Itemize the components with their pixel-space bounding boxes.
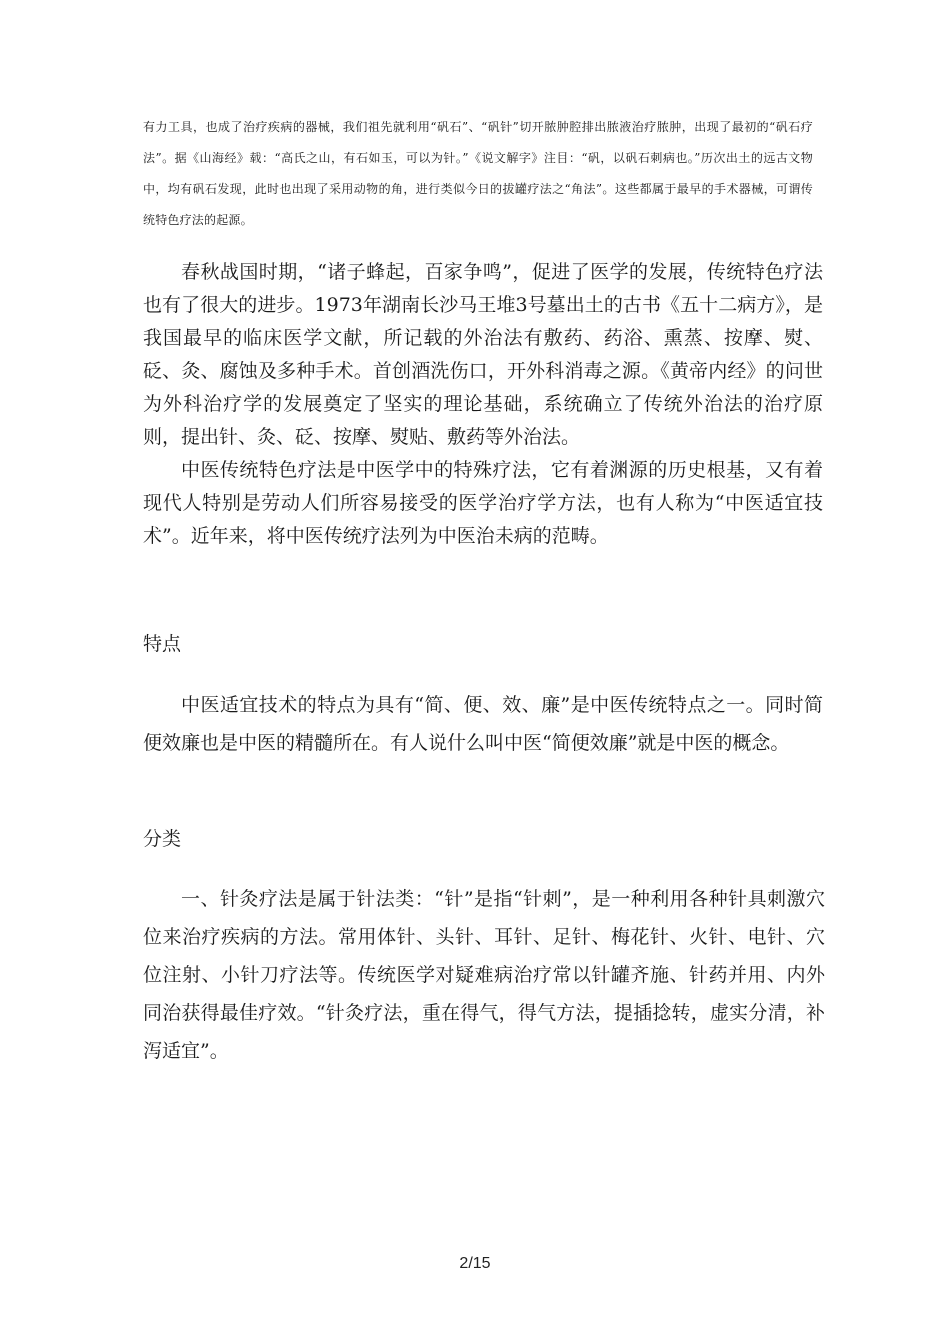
page-number: 2/15 [459,1255,491,1272]
intro-small-text-block [143,112,813,236]
history-text-block [143,256,823,553]
paragraph-features: 中医适宜技术的特点为具有“简、便、效、廉”是中医传统特点之一。同时简便效廉也是中医的精髓所在。有人说什么叫中医“简便效廉”就是中医的概念。 [143,694,823,754]
features-text-block [143,686,823,762]
paragraph-tcm-therapy: 中医传统特色疗法是中医学中的特殊疗法，它有着渊源的历史根基，又有着现代人特别是劳动人们所容易接受的医学治疗学方法，也有人称为“中医适宜技术”。近年来，将中医传统疗法列为中医治未病的范畴。 [143,459,823,547]
paragraph-acupuncture: 一、针灸疗法是属于针法类：“针”是指“针刺”，是一种利用各种针具刺激穴位来治疗疾病的方法。常用体针、头针、耳针、足针、梅花针、火针、电针、穴位注射、小针刀疗法等。传统医学对疑难病治疗常以针罐齐施、针药并用、内外同治获得最佳疗效。“针灸疗法，重在得气，得气方法，提插捻转，虚实分清，补泻适宜”。 [143,888,825,1062]
heading-categories: 分类 [143,828,182,850]
paragraph-spring-autumn: 春秋战国时期，“诸子蜂起，百家争鸣”，促进了医学的发展，传统特色疗法也有了很大的进步。1973年湖南长沙马王堆3号墓出土的古书《五十二病方》，是我国最早的临床医学文献，所记载的外治法有敷药、药浴、熏蒸、按摩、熨、砭、灸、腐蚀及多种手术。首创酒洗伤口，开外科消毒之源。《黄帝内经》的问世为外科治疗学的发展奠定了坚实的理论基础，系统确立了传统外治法的治疗原则，提出针、灸、砭、按摩、熨贴、敷药等外治法。 [143,261,823,448]
heading-features: 特点 [143,633,182,655]
intro-small-paragraph: 有力工具，也成了治疗疾病的器械，我们祖先就利用“矾石”、“矾针”切开脓肿腔排出脓液治疗脓肿，出现了最初的“矾石疗法”。据《山海经》载：“高氏之山，有石如玉，可以为针。”《说文解字》注目：“矾，以矾石刺病也。”历次出土的远古文物中，均有矾石发现，此时也出现了采用动物的角，进行类似今日的拔罐疗法之“角法”。这些都属于最早的手术器械，可谓传统特色疗法的起源。 [143,120,813,227]
categories-text-block [143,880,825,1070]
